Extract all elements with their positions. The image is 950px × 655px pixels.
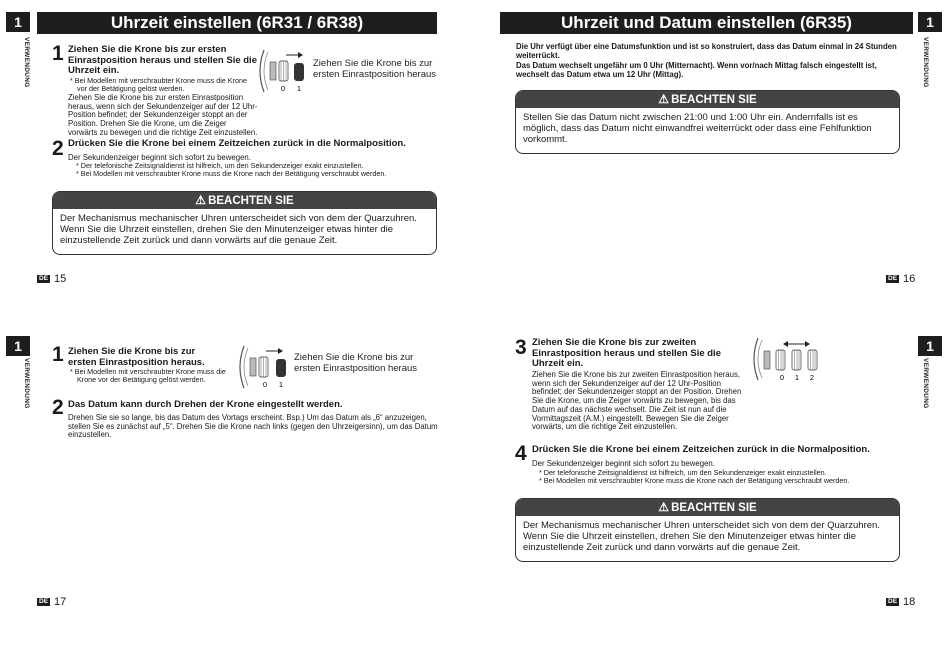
crown-diagram bbox=[258, 48, 313, 94]
crown-diagram bbox=[752, 336, 832, 384]
position-label: 0 bbox=[280, 84, 286, 93]
position-label: 1 bbox=[278, 380, 284, 389]
step-number: 3 bbox=[515, 336, 527, 359]
step-notes bbox=[68, 77, 258, 93]
step-notes bbox=[68, 368, 228, 384]
step-number: 1 bbox=[52, 343, 64, 366]
step-number: 1 bbox=[52, 42, 64, 65]
caution-box bbox=[515, 498, 900, 562]
page-footer bbox=[886, 273, 915, 285]
page-footer bbox=[886, 596, 915, 608]
step-number: 2 bbox=[52, 396, 64, 419]
page-number: 18 bbox=[903, 596, 916, 608]
chapter-label: VERWENDUNG bbox=[23, 37, 30, 88]
step-body: Der Sekundenzeiger beginnt sich sofort zu bewegen. bbox=[68, 153, 251, 162]
note-item: * Bei Modellen mit verschraubter Krone muss die Krone nach der Betätigung verschraubt werden. bbox=[76, 169, 387, 179]
chapter-label: VERWENDUNG bbox=[922, 37, 929, 88]
caution-text: Der Mechanismus mechanischer Uhren unterscheidet sich von dem der Quarzuhren. Wenn Sie die Uhrzeit einstellen, drehen Sie den Minutenzeiger etwas hinter die einzustellende Zeit zurück und dann vorwärts auf die genaue Zeit. bbox=[60, 213, 417, 246]
page-number: 15 bbox=[54, 273, 67, 285]
chapter-tab: 1 bbox=[918, 12, 942, 32]
page-number: 17 bbox=[54, 596, 67, 608]
position-label: 2 bbox=[809, 373, 815, 382]
note-item: * Der telefonische Zeitsignaldienst ist hilfreich, um den Sekundenzeiger exakt einzustellen. bbox=[76, 161, 364, 170]
note-item: * Bei Modellen mit verschraubter Krone muss die Krone vor der Betätigung gelöst werden. bbox=[70, 76, 247, 94]
step-body: Der Sekundenzeiger beginnt sich sofort zu bewegen. bbox=[532, 459, 715, 468]
chapter-tab: 1 bbox=[6, 336, 30, 356]
step-notes bbox=[74, 162, 444, 178]
intro-text bbox=[516, 42, 901, 79]
diagram-caption: Ziehen Sie die Krone bis zur ersten Einrastposition heraus bbox=[313, 58, 437, 80]
note-item: * Bei Modellen mit verschraubter Krone muss die Krone nach der Betätigung verschraubt werden. bbox=[539, 476, 850, 486]
page-title: Uhrzeit einstellen (6R31 / 6R38) bbox=[37, 12, 437, 34]
step-heading: Ziehen Sie die Krone bis zur ersten Einrastposition heraus und stellen Sie die Uhrzeit ein. bbox=[68, 44, 257, 76]
warning-icon: ⚠ bbox=[658, 500, 670, 514]
caution-header: ⚠ BEACHTEN SIE bbox=[53, 192, 436, 209]
language-badge: DE bbox=[39, 275, 49, 283]
position-label: 0 bbox=[779, 373, 785, 382]
language-badge: DE bbox=[888, 275, 898, 283]
step-number: 4 bbox=[515, 442, 527, 465]
caution-text: Der Mechanismus mechanischer Uhren unterscheidet sich von dem der Quarzuhren. Wenn Sie die Uhrzeit einstellen, drehen Sie den Minutenzeiger etwas hinter die einzustellende Zeit zurück und dann vorwärts auf die genaue Zeit. bbox=[523, 520, 880, 553]
page-title: Uhrzeit und Datum einstellen (6R35) bbox=[500, 12, 913, 34]
caution-box bbox=[515, 90, 900, 154]
caution-header: ⚠ BEACHTEN SIE bbox=[516, 91, 899, 108]
chapter-label: VERWENDUNG bbox=[922, 358, 929, 409]
position-label: 1 bbox=[794, 373, 800, 382]
crown-diagram bbox=[238, 344, 293, 390]
note-item: * Bei Modellen mit verschraubter Krone muss die Krone vor der Betätigung gelöst werden. bbox=[70, 367, 226, 385]
chapter-tab: 1 bbox=[918, 336, 942, 356]
intro-paragraph: Das Datum wechselt ungefähr um 0 Uhr (Mitternacht). Wenn vor/nach Mittag falsch eingestellt ist, wechselt das Datum etwa um 12 Uhr (Mittag). bbox=[516, 60, 877, 79]
caution-box bbox=[52, 191, 437, 255]
intro-paragraph: Die Uhr verfügt über eine Datumsfunktion und ist so konstruiert, dass das Datum einmal in 24 Stunden weiterrückt. bbox=[516, 42, 897, 61]
step-heading: Ziehen Sie die Krone bis zur ersten Einrastposition heraus. bbox=[68, 346, 205, 368]
language-badge: DE bbox=[888, 598, 898, 606]
step-notes bbox=[537, 469, 907, 485]
step-body: Ziehen Sie die Krone bis zur ersten Einrastposition heraus, wenn sich der Sekundenzeiger auf der 12 Uhr-Position befindet; der Sekundenzeiger stoppt an der Position. Drehen Sie die Krone, um die Zeiger vorwärts zu bewegen und die richtige Zeit einzustellen. bbox=[68, 93, 258, 137]
language-badge: DE bbox=[39, 598, 49, 606]
caution-text: Stellen Sie das Datum nicht zwischen 21:00 und 1:00 Uhr ein. Andernfalls ist es möglich, dass das Datum nicht einwandfrei weiterrückt oder dass eine Fehlfunktion vorkommt. bbox=[523, 112, 872, 145]
step-heading: Ziehen Sie die Krone bis zur zweiten Einrastposition heraus und stellen Sie die Uhrzeit ein. bbox=[532, 337, 721, 369]
diagram-caption: Ziehen Sie die Krone bis zur ersten Einrastposition heraus bbox=[294, 352, 418, 374]
step-heading: Drücken Sie die Krone bei einem Zeitzeichen zurück in die Normalposition. bbox=[532, 444, 870, 455]
caution-header: ⚠ BEACHTEN SIE bbox=[516, 499, 899, 516]
note-item: * Der telefonische Zeitsignaldienst ist hilfreich, um den Sekundenzeiger exakt einzustellen. bbox=[539, 468, 827, 477]
page-number: 16 bbox=[903, 273, 916, 285]
step-heading: Drücken Sie die Krone bei einem Zeitzeichen zurück in die Normalposition. bbox=[68, 138, 406, 149]
warning-icon: ⚠ bbox=[195, 193, 207, 207]
warning-icon: ⚠ bbox=[658, 92, 670, 106]
position-label: 1 bbox=[296, 84, 302, 93]
step-heading: Das Datum kann durch Drehen der Krone eingestellt werden. bbox=[68, 399, 343, 410]
step-body: Ziehen Sie die Krone bis zur zweiten Einrastposition heraus, wenn sich der Sekundenzeiger auf der 12 Uhr-Position befindet; der Sekundenzeiger stoppt an der Position. Drehen Sie die Krone, um die Zeiger vorwärts zu bewegen, bis das Datum auf das nächste wechselt. Die Zeit ist nun auf die Vormittagszeit (A.M.) eingestellt. Bewegen Sie die Zeiger vorwärts, um die richtige Zeit einzustellen. bbox=[532, 370, 742, 432]
step-number: 2 bbox=[52, 137, 64, 160]
page-footer bbox=[37, 273, 66, 285]
page-footer bbox=[37, 596, 66, 608]
step-body: Drehen Sie sie so lange, bis das Datum des Vortags erscheint. Bsp.) Um das Datum als „6“ anzuzeigen, stellen Sie es zunächst auf „5“. Drehen Sie die Krone nach links (gegen den Uhrzeigersinn), um das Datum einzustellen. bbox=[68, 413, 438, 440]
position-label: 0 bbox=[262, 380, 268, 389]
chapter-tab: 1 bbox=[6, 12, 30, 32]
chapter-label: VERWENDUNG bbox=[23, 358, 30, 409]
